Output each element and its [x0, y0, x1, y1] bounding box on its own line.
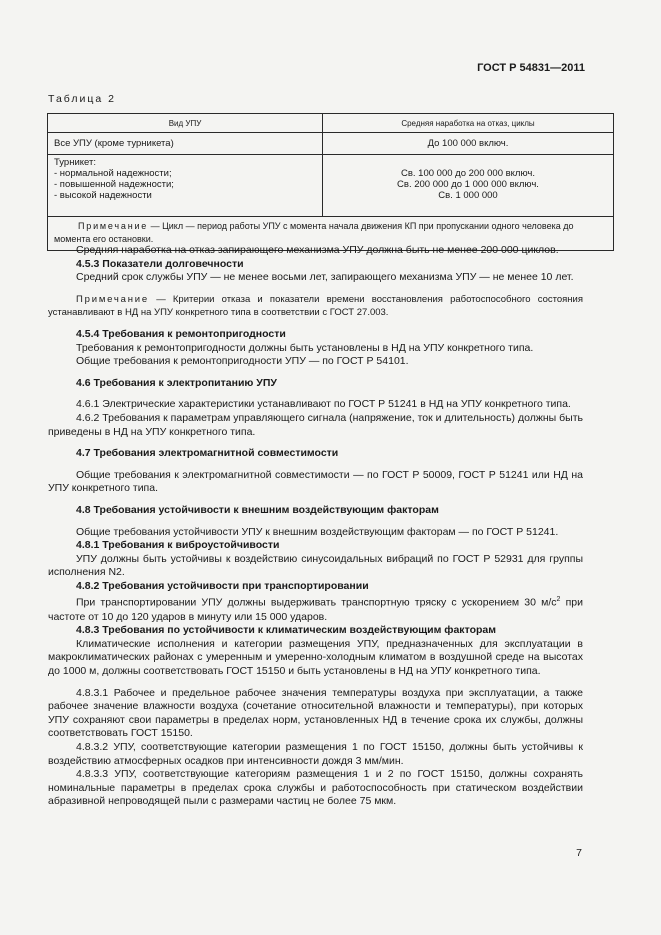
paragraph: 4.8.3.1 Рабочее и предельное рабочее значения температуры воздуха при эксплуатации, а также рабочее значение влажности воздуха (сочетание относительной влажности и температуры), при которых УПУ сохраняют свои параметры в пределах норм, установленных НД в течение срока их службы, должны соответствовать ГОСТ 15150. — [48, 686, 583, 740]
text-run: при частоте от 10 до 120 ударов в минуту или 15 000 ударов. — [48, 596, 583, 623]
paragraph: Средний срок службы УПУ — не менее восьми лет, запирающего механизма УПУ — не менее 10 лет. — [76, 271, 574, 284]
table-cell — [48, 155, 323, 217]
text-run: При транспортировании УПУ должны выдерживать транспортную тряску с ускорением 30 м/с — [76, 596, 557, 609]
superscript: 2 — [556, 596, 561, 604]
section-heading: 4.5.4 Требования к ремонтопригодности — [76, 327, 286, 340]
paragraph: 4.8.3.3 УПУ, соответствующие категориям размещения 1 и 2 по ГОСТ 15150, должны сохранять номинальные параметры в пределах срока службы и работоспособность при статическом воздействии абразивной непроводящей пыли с размерами частиц не более 75 мкм. — [48, 768, 583, 808]
section-heading: 4.6 Требования к электропитанию УПУ — [76, 376, 277, 389]
note-label: Примечание — [78, 221, 149, 231]
paragraph: Требования к ремонтопригодности должны быть установлены в НД на УПУ конкретного типа. — [76, 341, 534, 354]
paragraph — [48, 593, 583, 624]
table-header-cell: Вид УПУ — [48, 114, 323, 133]
section-heading: 4.7 Требования электромагнитной совместимости — [76, 447, 339, 460]
section-heading: 4.8.3 Требования по устойчивости к климатическим воздействующим факторам — [76, 624, 497, 637]
section-heading: 4.8 Требования устойчивости к внешним воздействующим факторам — [76, 503, 439, 516]
paragraph: 4.8.3.2 УПУ, соответствующие категории размещения 1 по ГОСТ 15150, должны быть устойчивы к воздействию атмосферных осадков при интенсивности дождя 3 мм/мин. — [48, 740, 583, 767]
cell-line: Св. 1 000 000 — [438, 190, 498, 201]
cell-line: - высокой надежности — [54, 190, 152, 201]
reliability-table — [47, 113, 614, 251]
table-header-cell: Средняя наработка на отказ, циклы — [323, 114, 614, 133]
note-text: — Критерии отказа и показатели времени восстановления работоспособного состояния устанавливают в НД на УПУ конкретного типа в соответствии с ГОСТ 27.003. — [48, 293, 583, 319]
paragraph: Общие требования к ремонтопригодности УПУ — по ГОСТ Р 54101. — [76, 355, 409, 368]
note-label: Примечание — [76, 293, 149, 305]
table-row — [48, 133, 614, 155]
table-cell: Все УПУ (кроме турникета) — [48, 133, 323, 155]
body-text — [48, 244, 583, 809]
document-header: ГОСТ Р 54831—2011 — [477, 62, 585, 74]
paragraph: Климатические исполнения и категории размещения УПУ, предназначенных для эксплуатации в макроклиматических районах с умеренным и умеренно-холодным климатом в воздушной среде на высотах до 1000 м, должны соответствовать ГОСТ 15150 и быть установлены в НД на УПУ конкретного типа. — [48, 637, 583, 677]
table-cell — [323, 155, 614, 217]
paragraph: Общие требования устойчивости УПУ к внешним воздействующим факторам — по ГОСТ Р 51241. — [76, 525, 559, 538]
paragraph: Общие требования к электромагнитной совместимости — по ГОСТ Р 50009, ГОСТ Р 51241 или НД на УПУ конкретного типа. — [48, 468, 583, 495]
section-heading: 4.5.3 Показатели долговечности — [76, 257, 244, 270]
cell-line: - повышенной надежности; — [54, 179, 174, 190]
paragraph: 4.6.2 Требования к параметрам управляющего сигнала (напряжение, ток и длительность) должны быть приведены в НД на УПУ конкретного типа. — [48, 411, 583, 438]
page-number: 7 — [576, 847, 582, 859]
cell-line: Св. 100 000 до 200 000 включ. — [401, 168, 535, 179]
table-cell: До 100 000 включ. — [323, 133, 614, 155]
table-caption: Таблица 2 — [48, 93, 116, 105]
table-row — [48, 155, 614, 217]
paragraph: УПУ должны быть устойчивы к воздействию синусоидальных вибраций по ГОСТ Р 52931 для группы исполнения N2. — [48, 552, 583, 579]
section-heading: 4.8.1 Требования к виброустойчивости — [76, 539, 280, 552]
note-paragraph — [48, 293, 583, 320]
note-text: — Цикл — период работы УПУ с момента начала движения КП при пропускании одного человека до момента его остановки. — [54, 221, 574, 244]
cell-line: - нормальной надежности; — [54, 168, 172, 179]
cell-line: Св. 200 000 до 1 000 000 включ. — [397, 179, 539, 190]
paragraph: Средняя наработка на отказ запирающего механизма УПУ должна быть не менее 200 000 циклов. — [76, 244, 559, 256]
cell-line: Турникет: — [54, 157, 96, 168]
section-heading: 4.8.2 Требования устойчивости при транспортировании — [76, 579, 369, 592]
paragraph: 4.6.1 Электрические характеристики устанавливают по ГОСТ Р 51241 в НД на УПУ конкретного типа. — [76, 398, 571, 411]
table-header-row — [48, 114, 614, 133]
